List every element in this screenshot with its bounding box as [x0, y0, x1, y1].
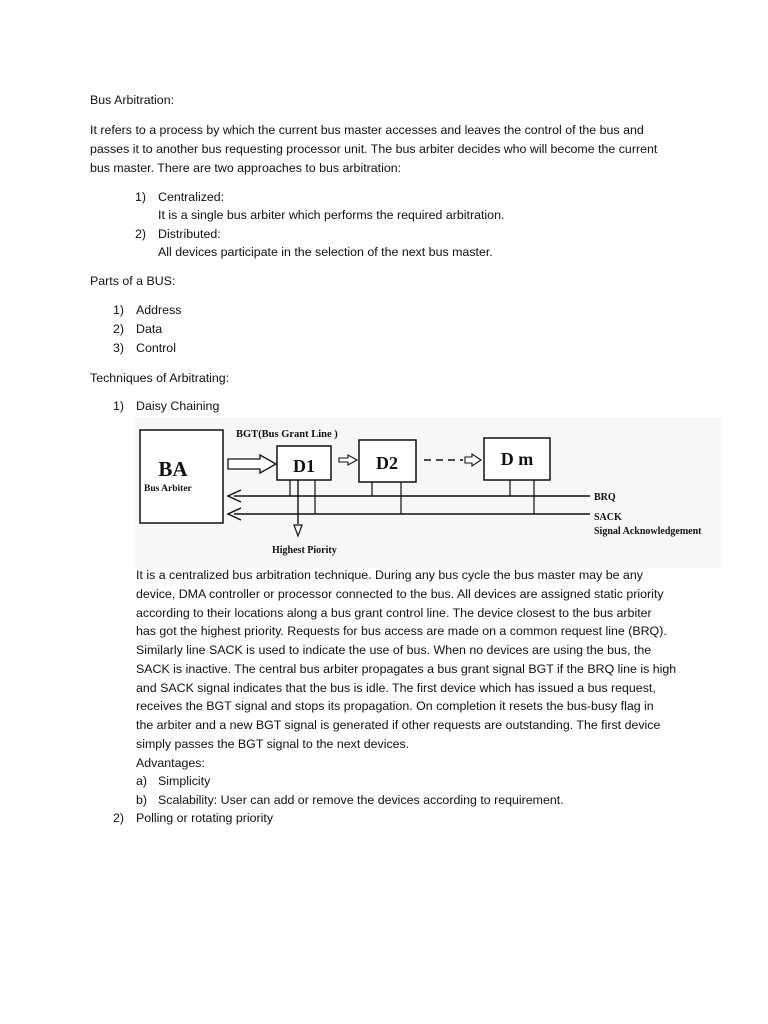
list-item: Control — [136, 341, 176, 355]
dm-label: D m — [500, 449, 534, 469]
highest-priority-label: Highest Piority — [272, 545, 337, 556]
description-line: Similarly line SACK is used to indicate the use of bus. When no devices are using the bus, the — [136, 643, 652, 657]
intro-line: passes it to another bus requesting processor unit. The bus arbiter decides who will become the current — [90, 142, 658, 156]
description-line: It is a centralized bus arbitration technique. During any bus cycle the bus master may be any — [136, 568, 643, 582]
description-line: according to their locations along a bus grant control line. The device closest to the bus arbiter — [136, 606, 652, 620]
daisy-chain-diagram — [135, 418, 721, 568]
description-line: receives the BGT signal and stops its propagation. On completion it resets the bus-busy flag in — [136, 699, 654, 713]
ba-sub-label: Bus Arbiter — [144, 484, 192, 494]
list-item: Scalability: User can add or remove the devices according to requirement. — [158, 793, 564, 807]
list-item: Data — [136, 322, 163, 336]
list-number: 2) — [135, 227, 147, 241]
description-line: the arbiter and a new BGT signal is generated if other requests are outstanding. The first device — [136, 718, 661, 732]
d2-label: D2 — [376, 453, 398, 473]
list-number: 2) — [113, 322, 125, 336]
d1-label: D1 — [293, 456, 315, 476]
techniques-heading: Techniques of Arbitrating: — [90, 371, 230, 385]
description-line: device, DMA controller or processor connected to the bus. All devices are assigned static priority — [136, 587, 664, 601]
list-number: 1) — [113, 399, 125, 413]
brq-label: BRQ — [594, 492, 616, 503]
sack-full-label: Signal Acknowledgement — [594, 526, 702, 537]
intro-line: It refers to a process by which the current bus master accesses and leaves the control of the bus and — [90, 123, 644, 137]
bgt-label: BGT(Bus Grant Line ) — [236, 429, 338, 440]
intro-line: bus master. There are two approaches to bus arbitration: — [90, 161, 402, 175]
approach-title: Centralized: — [158, 190, 225, 204]
sack-label: SACK — [594, 512, 622, 523]
description-line: simply passes the BGT signal to the next devices. — [136, 737, 410, 751]
section-heading: Bus Arbitration: — [90, 93, 175, 107]
advantages-heading: Advantages: — [136, 756, 205, 770]
list-letter: a) — [136, 774, 148, 788]
list-number: 2) — [113, 811, 125, 825]
technique-title: Daisy Chaining — [136, 399, 220, 413]
approach-title: Distributed: — [158, 227, 221, 241]
list-number: 3) — [113, 341, 125, 355]
parts-heading: Parts of a BUS: — [90, 274, 176, 288]
list-item: Simplicity — [158, 774, 211, 788]
list-letter: b) — [136, 793, 148, 807]
technique-title: Polling or rotating priority — [136, 811, 274, 825]
ba-label: BA — [158, 457, 188, 481]
description-line: has got the highest priority. Requests for bus access are made on a common request line (BRQ). — [136, 624, 667, 638]
list-number: 1) — [113, 303, 125, 317]
list-number: 1) — [135, 190, 147, 204]
description-line: and SACK signal indicates that the bus is idle. The first device which has issued a bus request, — [136, 681, 656, 695]
description-line: SACK is inactive. The central bus arbiter propagates a bus grant signal BGT if the BRQ line is high — [136, 662, 677, 676]
approach-desc: It is a single bus arbiter which performs the required arbitration. — [158, 208, 505, 222]
approach-desc: All devices participate in the selection of the next bus master. — [158, 245, 493, 259]
list-item: Address — [136, 303, 182, 317]
